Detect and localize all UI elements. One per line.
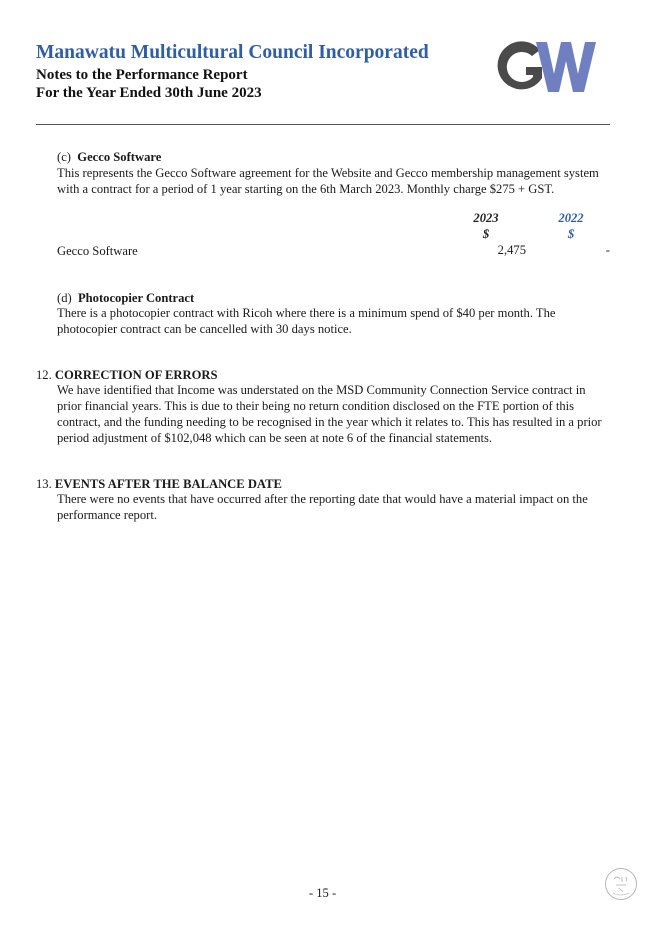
note-12-heading-text: CORRECTION OF ERRORS <box>54 368 218 382</box>
gw-logo <box>496 36 602 98</box>
gecco-value-current: 2,475 <box>497 243 526 257</box>
column-year-current: 2023 <box>473 211 499 225</box>
note-12-heading <box>36 367 217 383</box>
page-number: - 15 - <box>308 886 337 900</box>
report-title: Notes to the Performance Report <box>36 67 248 83</box>
photocopier-heading-text: Photocopier Contract <box>77 291 195 305</box>
audit-stamp-icon <box>604 867 638 901</box>
photocopier-heading <box>57 290 194 306</box>
gecco-heading <box>57 149 161 165</box>
note-12-body: We have identified that Income was understated on the MSD Community Connection Service contract in prior financial years. This is due to their being no return condition disclosed on the FTE portion of this contract, and the funding needing to be recognised in the year which it relates to. This has resulted in a prior period adjustment of $102,048 which can be seen at note 6 of the financial statements. <box>57 383 602 445</box>
gecco-row-label: Gecco Software <box>57 244 138 258</box>
photocopier-body: There is a photocopier contract with Ricoh where there is a minimum spend of $40 per month. The photocopier contract can be cancelled with 30 days notice. <box>57 306 556 336</box>
note-13-body: There were no events that have occurred after the reporting date that would have a material impact on the performance report. <box>57 492 588 522</box>
organization-name: Manawatu Multicultural Council Incorporated <box>36 42 429 63</box>
column-currency-current: $ <box>482 227 490 241</box>
note-12-number: 12. <box>36 368 52 382</box>
photocopier-label: (d) <box>57 291 72 305</box>
column-currency-prior: $ <box>567 227 575 241</box>
note-13-heading <box>36 476 282 492</box>
note-13-heading-text: EVENTS AFTER THE BALANCE DATE <box>54 477 282 491</box>
gecco-body: This represents the Gecco Software agreement for the Website and Gecco membership management system with a contract for a period of 1 year starting on the 6th March 2023. Monthly charge $275 + GST. <box>57 166 599 196</box>
gecco-label: (c) <box>57 150 71 164</box>
gecco-value-prior: - <box>605 243 610 257</box>
note-13-number: 13. <box>36 477 52 491</box>
header-divider <box>36 124 610 125</box>
column-year-prior: 2022 <box>558 211 584 225</box>
report-period: For the Year Ended 30th June 2023 <box>36 85 262 101</box>
gecco-heading-text: Gecco Software <box>77 150 162 164</box>
